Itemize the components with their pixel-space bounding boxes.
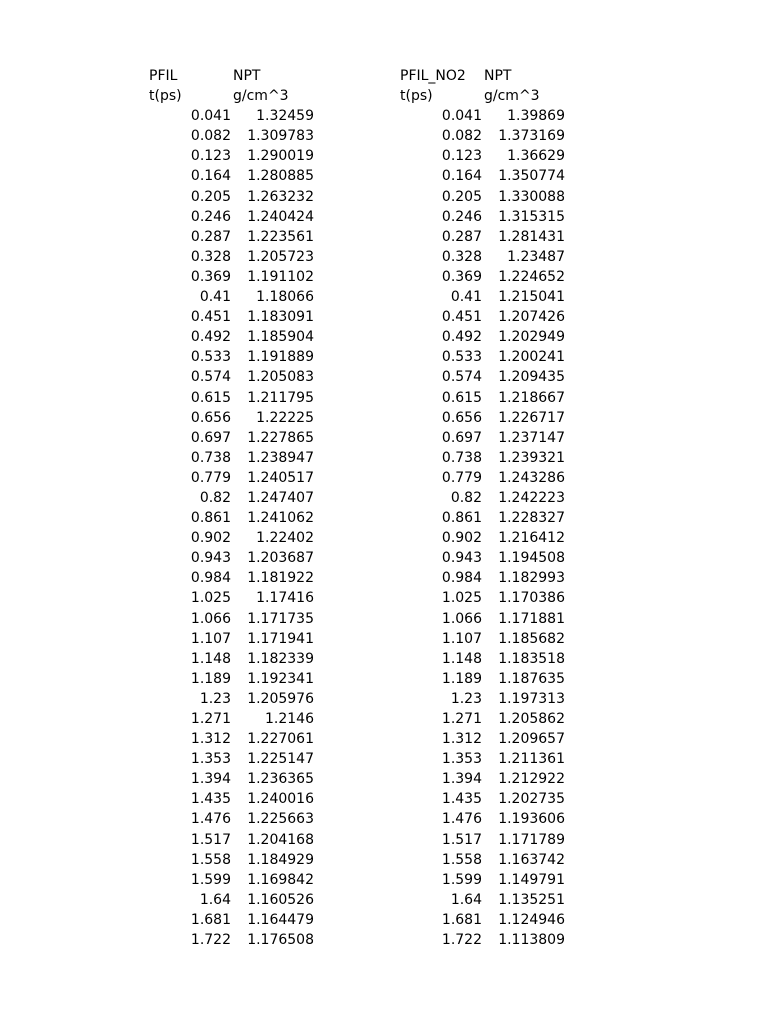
density-cell: 1.290019 [247, 148, 314, 165]
density-cell: 1.280885 [247, 168, 314, 185]
table-row [149, 870, 314, 890]
density-cell: 1.247407 [247, 489, 314, 506]
table-row [400, 408, 565, 428]
series-name-label: PFIL [149, 68, 178, 84]
density-cell: 1.191889 [247, 349, 314, 366]
density-cell: 1.184929 [247, 851, 314, 868]
density-cell: 1.223561 [247, 228, 314, 245]
density-cell: 1.209435 [498, 369, 565, 386]
time-cell: 1.353 [441, 751, 482, 768]
time-cell: 1.066 [441, 610, 482, 627]
time-cell: 0.123 [190, 148, 231, 165]
time-cell: 0.984 [190, 570, 231, 587]
density-cell: 1.205976 [247, 690, 314, 707]
time-cell: 1.476 [190, 811, 231, 828]
density-cell: 1.18066 [256, 289, 314, 306]
table-row [400, 227, 565, 247]
time-cell: 0.41 [199, 289, 231, 306]
time-cell: 0.738 [190, 449, 231, 466]
table-row [400, 729, 565, 749]
density-cell: 1.160526 [247, 891, 314, 908]
density-cell: 1.243286 [498, 469, 565, 486]
time-cell: 1.435 [441, 791, 482, 808]
series-name-label: PFIL_NO2 [400, 68, 466, 84]
table-row [149, 548, 314, 568]
time-cell: 1.353 [190, 751, 231, 768]
density-cell: 1.224652 [498, 268, 565, 285]
density-cell: 1.194508 [498, 550, 565, 567]
table-row [149, 749, 314, 769]
density-cell: 1.211361 [498, 751, 565, 768]
table-row [149, 227, 314, 247]
time-cell: 1.107 [441, 630, 482, 647]
table-row [400, 428, 565, 448]
table-row [400, 488, 565, 508]
time-cell: 0.287 [190, 228, 231, 245]
density-cell: 1.22225 [256, 409, 314, 426]
density-cell: 1.124946 [498, 911, 565, 928]
table-row [149, 769, 314, 789]
density-cell: 1.170386 [498, 590, 565, 607]
table-row [400, 287, 565, 307]
density-cell: 1.23487 [507, 248, 565, 265]
density-cell: 1.202735 [498, 791, 565, 808]
density-cell: 1.209657 [498, 731, 565, 748]
time-cell: 0.287 [441, 228, 482, 245]
table-row [400, 207, 565, 227]
time-cell: 0.779 [190, 469, 231, 486]
table-row [400, 649, 565, 669]
density-cell: 1.185682 [498, 630, 565, 647]
density-cell: 1.373169 [498, 128, 565, 145]
table-row [400, 468, 565, 488]
time-cell: 0.451 [190, 309, 231, 326]
table-row [149, 327, 314, 347]
time-column-header: t(ps) [149, 88, 182, 105]
table-row [400, 528, 565, 548]
table-row [400, 609, 565, 629]
time-cell: 1.517 [190, 831, 231, 848]
table-row [400, 347, 565, 367]
density-cell: 1.228327 [498, 510, 565, 527]
time-cell: 1.312 [441, 731, 482, 748]
density-cell: 1.187635 [498, 670, 565, 687]
table-row [400, 307, 565, 327]
table-title-row [400, 66, 565, 86]
time-cell: 0.738 [441, 449, 482, 466]
density-cell: 1.182993 [498, 570, 565, 587]
density-cell: 1.240517 [247, 469, 314, 486]
density-cell: 1.239321 [498, 449, 565, 466]
density-cell: 1.171735 [247, 610, 314, 627]
time-cell: 0.984 [441, 570, 482, 587]
time-cell: 0.533 [190, 349, 231, 366]
density-cell: 1.169842 [247, 871, 314, 888]
time-cell: 1.189 [190, 670, 231, 687]
time-cell: 0.451 [441, 309, 482, 326]
time-cell: 0.246 [441, 208, 482, 225]
table-row [149, 588, 314, 608]
table-row [149, 207, 314, 227]
table-title-row [149, 66, 314, 86]
time-cell: 1.599 [190, 871, 231, 888]
density-cell: 1.240016 [247, 791, 314, 808]
table-body [400, 106, 565, 950]
table-row [400, 629, 565, 649]
table-row [400, 689, 565, 709]
time-cell: 1.681 [190, 911, 231, 928]
table-row [149, 709, 314, 729]
table-row [149, 468, 314, 488]
table-row [149, 729, 314, 749]
table-row [400, 146, 565, 166]
density-cell: 1.227865 [247, 429, 314, 446]
table-row [149, 649, 314, 669]
density-cell: 1.218667 [498, 389, 565, 406]
density-cell: 1.226717 [498, 409, 565, 426]
density-cell: 1.171941 [247, 630, 314, 647]
table-row [400, 508, 565, 528]
time-column-header: t(ps) [400, 88, 433, 105]
table-row [400, 327, 565, 347]
density-cell: 1.32459 [256, 108, 314, 125]
density-cell: 1.227061 [247, 731, 314, 748]
time-cell: 1.23 [199, 690, 231, 707]
table-row [149, 347, 314, 367]
density-cell: 1.202949 [498, 329, 565, 346]
table-row [400, 749, 565, 769]
table-row [149, 126, 314, 146]
time-cell: 0.574 [190, 369, 231, 386]
density-cell: 1.176508 [247, 932, 314, 949]
time-cell: 0.041 [441, 108, 482, 125]
density-column-header: g/cm^3 [484, 88, 540, 105]
density-cell: 1.193606 [498, 811, 565, 828]
time-cell: 0.656 [190, 409, 231, 426]
density-cell: 1.216412 [498, 530, 565, 547]
time-cell: 1.148 [441, 650, 482, 667]
table-row [400, 126, 565, 146]
density-cell: 1.197313 [498, 690, 565, 707]
time-cell: 1.64 [199, 891, 231, 908]
time-cell: 1.271 [441, 711, 482, 727]
time-cell: 0.369 [441, 268, 482, 285]
table-row [400, 789, 565, 809]
density-cell: 1.281431 [498, 228, 565, 245]
table-row [149, 247, 314, 267]
table-row [149, 488, 314, 508]
table-row [400, 106, 565, 126]
table-row [400, 448, 565, 468]
time-cell: 0.615 [190, 389, 231, 406]
density-cell: 1.171789 [498, 831, 565, 848]
table-body [149, 106, 314, 950]
table-row [400, 910, 565, 930]
density-cell: 1.39869 [507, 108, 565, 125]
time-cell: 0.246 [190, 208, 231, 225]
density-cell: 1.2146 [265, 711, 314, 727]
density-cell: 1.183091 [247, 309, 314, 326]
density-column-header: g/cm^3 [233, 88, 289, 105]
time-cell: 0.943 [190, 550, 231, 567]
density-cell: 1.211795 [247, 389, 314, 406]
table-row [149, 448, 314, 468]
density-cell: 1.200241 [498, 349, 565, 366]
time-cell: 1.722 [190, 932, 231, 949]
table-row [149, 166, 314, 186]
table-row [400, 830, 565, 850]
time-cell: 0.943 [441, 550, 482, 567]
density-cell: 1.225663 [247, 811, 314, 828]
time-cell: 0.328 [190, 248, 231, 265]
ensemble-label: NPT [484, 68, 512, 84]
time-cell: 0.861 [441, 510, 482, 527]
density-cell: 1.191102 [247, 268, 314, 285]
table-row [149, 287, 314, 307]
time-cell: 0.205 [441, 188, 482, 205]
density-cell: 1.182339 [247, 650, 314, 667]
table-row [149, 388, 314, 408]
time-cell: 0.656 [441, 409, 482, 426]
table-row [149, 669, 314, 689]
density-cell: 1.205862 [498, 711, 565, 727]
table-row [149, 629, 314, 649]
time-cell: 1.435 [190, 791, 231, 808]
density-cell: 1.330088 [498, 188, 565, 205]
table-row [400, 709, 565, 729]
time-cell: 1.517 [441, 831, 482, 848]
table-row [149, 809, 314, 829]
density-cell: 1.185904 [247, 329, 314, 346]
time-cell: 1.558 [441, 851, 482, 868]
table-row [400, 669, 565, 689]
table-row [149, 428, 314, 448]
time-cell: 0.574 [441, 369, 482, 386]
table-row [149, 890, 314, 910]
table-row [149, 910, 314, 930]
time-cell: 0.041 [190, 108, 231, 125]
table-row [149, 930, 314, 950]
time-cell: 1.64 [450, 891, 482, 908]
time-cell: 1.722 [441, 932, 482, 949]
time-cell: 1.025 [441, 590, 482, 607]
time-cell: 0.697 [441, 429, 482, 446]
density-cell: 1.237147 [498, 429, 565, 446]
time-cell: 1.107 [190, 630, 231, 647]
density-cell: 1.17416 [256, 590, 314, 607]
density-cell: 1.315315 [498, 208, 565, 225]
table-row [400, 870, 565, 890]
table-row [149, 689, 314, 709]
density-cell: 1.212922 [498, 771, 565, 788]
table-row [149, 568, 314, 588]
table-row [400, 267, 565, 287]
time-cell: 1.681 [441, 911, 482, 928]
density-cell: 1.149791 [498, 871, 565, 888]
table-row [149, 408, 314, 428]
time-cell: 1.23 [450, 690, 482, 707]
table-row [149, 508, 314, 528]
time-cell: 0.902 [190, 530, 231, 547]
time-cell: 1.312 [190, 731, 231, 748]
density-cell: 1.241062 [247, 510, 314, 527]
ensemble-label: NPT [233, 68, 261, 84]
table-row [149, 367, 314, 387]
time-cell: 1.189 [441, 670, 482, 687]
table-row [400, 850, 565, 870]
density-cell: 1.203687 [247, 550, 314, 567]
density-cell: 1.113809 [498, 932, 565, 949]
table-row [400, 548, 565, 568]
time-cell: 0.902 [441, 530, 482, 547]
table-row [400, 166, 565, 186]
table-row [149, 830, 314, 850]
density-cell: 1.181922 [247, 570, 314, 587]
table-row [149, 106, 314, 126]
table-row [400, 568, 565, 588]
density-cell: 1.36629 [507, 148, 565, 165]
table-row [400, 930, 565, 950]
time-cell: 0.328 [441, 248, 482, 265]
time-cell: 0.861 [190, 510, 231, 527]
time-cell: 0.779 [441, 469, 482, 486]
pfil-table [149, 66, 314, 950]
time-cell: 1.066 [190, 610, 231, 627]
time-cell: 1.558 [190, 851, 231, 868]
density-cell: 1.242223 [498, 489, 565, 506]
column-header-row [149, 86, 314, 106]
density-cell: 1.192341 [247, 670, 314, 687]
table-row [400, 367, 565, 387]
table-row [149, 187, 314, 207]
table-row [149, 789, 314, 809]
density-cell: 1.205723 [247, 248, 314, 265]
time-cell: 0.82 [199, 489, 231, 506]
density-cell: 1.22402 [256, 530, 314, 547]
table-row [400, 388, 565, 408]
density-cell: 1.163742 [498, 851, 565, 868]
time-cell: 0.082 [190, 128, 231, 145]
density-cell: 1.263232 [247, 188, 314, 205]
density-cell: 1.238947 [247, 449, 314, 466]
table-row [149, 850, 314, 870]
density-cell: 1.225147 [247, 751, 314, 768]
table-row [400, 247, 565, 267]
time-cell: 1.271 [190, 711, 231, 727]
column-header-row [400, 86, 565, 106]
table-row [400, 588, 565, 608]
time-cell: 0.82 [450, 489, 482, 506]
density-cell: 1.171881 [498, 610, 565, 627]
time-cell: 0.492 [441, 329, 482, 346]
time-cell: 0.492 [190, 329, 231, 346]
density-cell: 1.135251 [498, 891, 565, 908]
table-row [149, 267, 314, 287]
density-cell: 1.207426 [498, 309, 565, 326]
density-cell: 1.204168 [247, 831, 314, 848]
density-cell: 1.240424 [247, 208, 314, 225]
time-cell: 0.697 [190, 429, 231, 446]
density-cell: 1.183518 [498, 650, 565, 667]
density-cell: 1.164479 [247, 911, 314, 928]
time-cell: 0.205 [190, 188, 231, 205]
time-cell: 0.533 [441, 349, 482, 366]
time-cell: 1.148 [190, 650, 231, 667]
pfil-no2-table [400, 66, 565, 950]
density-cell: 1.350774 [498, 168, 565, 185]
time-cell: 1.599 [441, 871, 482, 888]
table-row [149, 609, 314, 629]
time-cell: 1.394 [441, 771, 482, 788]
time-cell: 1.476 [441, 811, 482, 828]
density-cell: 1.215041 [498, 289, 565, 306]
density-cell: 1.205083 [247, 369, 314, 386]
time-cell: 0.164 [441, 168, 482, 185]
density-cell: 1.309783 [247, 128, 314, 145]
time-cell: 0.615 [441, 389, 482, 406]
table-row [149, 307, 314, 327]
time-cell: 1.025 [190, 590, 231, 607]
table-row [149, 146, 314, 166]
table-row [149, 528, 314, 548]
time-cell: 1.394 [190, 771, 231, 788]
table-row [400, 187, 565, 207]
time-cell: 0.164 [190, 168, 231, 185]
time-cell: 0.369 [190, 268, 231, 285]
time-cell: 0.082 [441, 128, 482, 145]
table-row [400, 890, 565, 910]
time-cell: 0.123 [441, 148, 482, 165]
density-cell: 1.236365 [247, 771, 314, 788]
table-row [400, 769, 565, 789]
time-cell: 0.41 [450, 289, 482, 306]
table-row [400, 809, 565, 829]
